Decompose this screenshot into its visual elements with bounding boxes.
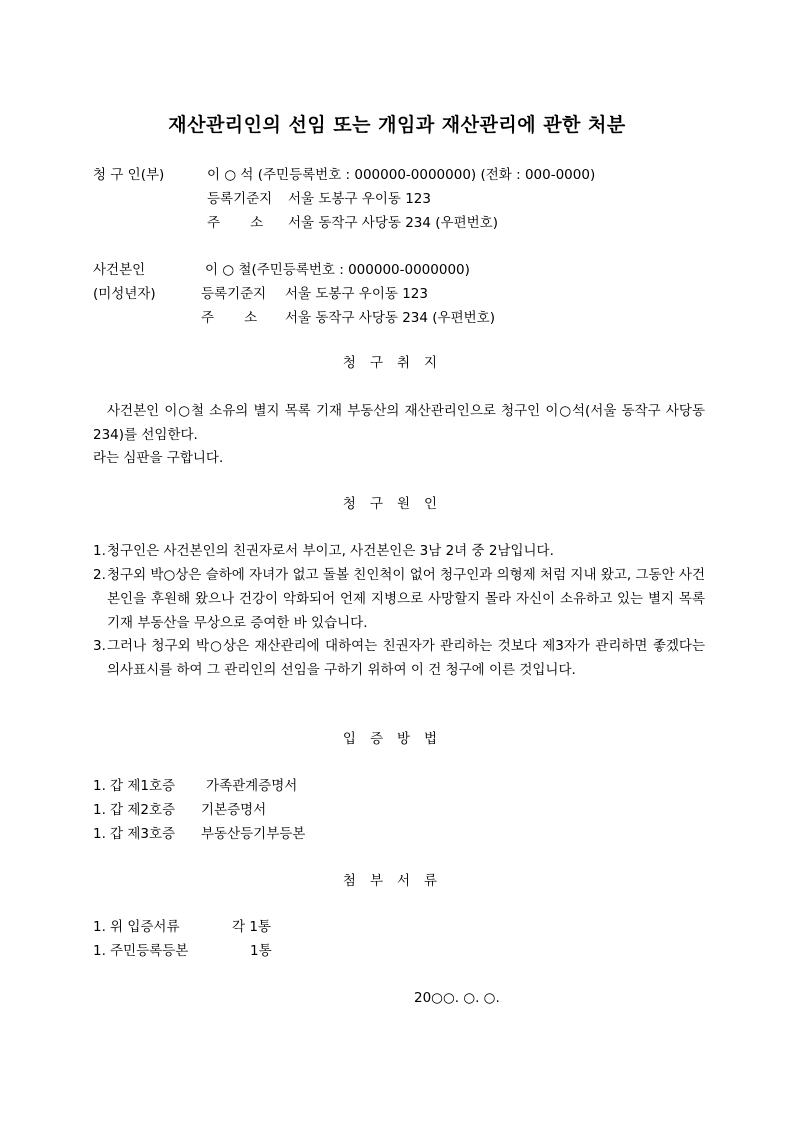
cause-item (93, 634, 705, 682)
cause-item-text: 청구외 박○상은 슬하에 자녀가 없고 돌볼 친인척이 없어 청구인과 의형제 처럼 지내 왔고, 그동안 사건본인을 후원해 왔으나 건강이 악화되어 언제 지병으로 사망할지 몰라 자신이 소유하고 있는 별지 목록 기재 부동산을 무상으로 증여한 바 있습니다. (107, 567, 705, 631)
evidence-item-number: 1. (93, 778, 106, 794)
cause-item (93, 539, 705, 563)
claimant-address-value: 서울 동작구 사당동 234 (우편번호) (288, 215, 498, 231)
attachment-item-name: 주민등록등본 (110, 943, 189, 959)
attachment-item-name: 위 입증서류 (110, 919, 180, 935)
principal-role-label: 사건본인 (93, 262, 146, 278)
evidence-item-name: 부동산등기부등본 (201, 826, 306, 842)
principal-registry-value: 서울 도봉구 우이동 123 (285, 286, 428, 302)
evidence-item-number: 1. (93, 826, 106, 842)
principal-name-line: 이 ○ 철(주민등록번호 : 000000-0000000) (205, 262, 470, 278)
evidence-item-name: 기본증명서 (201, 802, 267, 818)
claimant-address-label: 주 소 (207, 215, 264, 231)
principal-address-label: 주 소 (201, 310, 258, 326)
purpose-closing: 라는 심판을 구합니다. (93, 450, 224, 466)
attachment-item-number: 1. (93, 919, 106, 935)
attachment-item-number: 1. (93, 943, 106, 959)
evidence-heading: 입증방법 (342, 731, 452, 747)
cause-item (93, 563, 705, 635)
principal-address-value: 서울 동작구 사당동 234 (우편번호) (285, 310, 495, 326)
cause-item-number: 2. (93, 567, 106, 583)
purpose-body: 사건본인 이○철 소유의 별지 목록 기재 부동산의 재산관리인으로 청구인 이○석(서울 동작구 사당동 234)를 선임한다. (93, 403, 705, 443)
attachment-item-count: 1통 (250, 943, 272, 959)
cause-heading: 청구원인 (342, 496, 452, 512)
evidence-item-code: 갑 제1호증 (110, 778, 176, 794)
claimant-registry-value: 서울 도봉구 우이동 123 (288, 191, 431, 207)
claimant-name-line: 이 ○ 석 (주민등록번호 : 000000-0000000) (전화 : 000-0000) (207, 167, 596, 183)
claimant-role-label: 청 구 인(부) (93, 167, 165, 183)
claimant-registry-label: 등록기준지 (207, 191, 273, 207)
principal-role-sub-label: (미성년자) (93, 286, 156, 302)
document-date: 20○○. ○. ○. (414, 990, 500, 1006)
cause-item-text: 그러나 청구외 박○상은 재산관리에 대하여는 친권자가 관리하는 것보다 제3자가 관리하면 좋겠다는 의사표시를 하여 그 관리인의 선임을 구하기 위하여 이 건 청구에 이른 것입니다. (107, 638, 705, 678)
cause-item-number: 3. (93, 638, 106, 654)
cause-item-number: 1. (93, 543, 106, 559)
attachments-heading: 첨부서류 (342, 873, 452, 889)
evidence-item-name: 가족관계증명서 (206, 778, 298, 794)
principal-registry-label: 등록기준지 (201, 286, 267, 302)
evidence-item-code: 갑 제3호증 (110, 826, 176, 842)
document-title: 재산관리인의 선임 또는 개임과 재산관리에 관한 처분 (168, 114, 626, 136)
evidence-item-number: 1. (93, 802, 106, 818)
cause-item-text: 청구인은 사건본인의 친권자로서 부이고, 사건본인은 3남 2녀 중 2남입니다. (107, 543, 554, 559)
evidence-item-code: 갑 제2호증 (110, 802, 176, 818)
attachment-item-count: 각 1통 (232, 919, 271, 935)
purpose-heading: 청구취지 (342, 355, 452, 371)
